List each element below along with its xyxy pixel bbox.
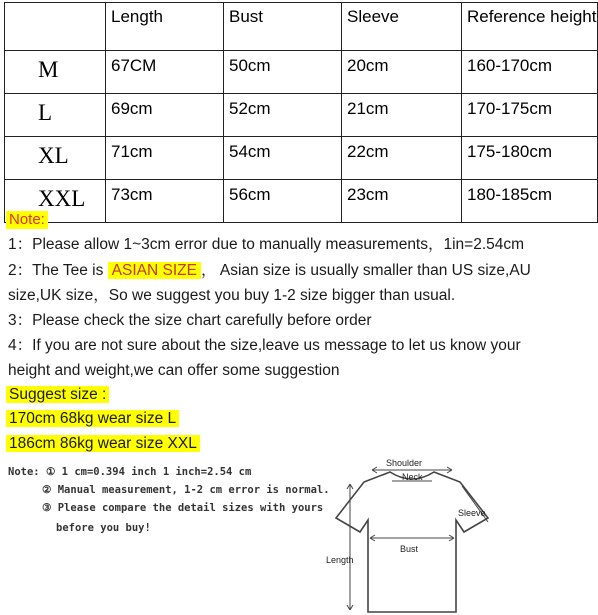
note-line-2 xyxy=(8,261,531,281)
table-row xyxy=(5,51,598,94)
size-label: XXL xyxy=(5,180,106,223)
sleeve-cell: 23cm xyxy=(342,180,462,223)
bottom-note-line-1 xyxy=(8,466,251,478)
suggest-title xyxy=(6,385,109,405)
note-line-4: 4：If you are not sure about the size,leave us message to let us know your xyxy=(8,337,521,354)
note-line-4-continued: height and weight,we can offer some suggestion xyxy=(8,362,340,379)
shoulder-label: Shoulder xyxy=(386,458,423,468)
note-line-3: 3：Please check the size chart carefully before order xyxy=(8,312,372,329)
length-cell: 69cm xyxy=(106,94,224,137)
length-label: Length xyxy=(326,555,354,565)
length-cell: 67CM xyxy=(106,51,224,94)
header-cell-empty xyxy=(5,3,106,51)
suggest-line-1-text: 170cm 68kg wear size L xyxy=(6,410,179,427)
sleeve-cell: 21cm xyxy=(342,94,462,137)
sleeve-label: Sleeve xyxy=(458,508,486,518)
note-title: Note: xyxy=(6,211,48,229)
neck-label: Neck xyxy=(402,472,423,482)
note-line-2-prefix: 2：The Tee is xyxy=(8,262,108,279)
bottom-note-item-3-continued: before you buy! xyxy=(56,522,151,534)
reference-height-cell: 175-180cm xyxy=(462,137,598,180)
note-line-1: 1：Please allow 1~3cm error due to manually measurements，1in=2.54cm xyxy=(8,236,525,253)
asian-size-highlight: ASIAN SIZE xyxy=(108,262,201,279)
header-cell-bust: Bust xyxy=(224,3,342,51)
suggest-title-text: Suggest size : xyxy=(6,386,109,403)
note-line-2-suffix: ， Asian size is usually smaller than US size,AU xyxy=(200,262,531,279)
bust-cell: 56cm xyxy=(224,180,342,223)
bust-cell: 52cm xyxy=(224,94,342,137)
bottom-note-item-1: ① 1 cm=0.394 inch 1 inch=2.54 cm xyxy=(45,466,252,478)
bust-cell: 50cm xyxy=(224,51,342,94)
reference-height-cell: 170-175cm xyxy=(462,94,598,137)
table-row xyxy=(5,180,598,223)
note-line-2-continued: size,UK size，So we suggest you buy 1-2 size bigger than usual. xyxy=(8,287,456,304)
size-chart-table xyxy=(4,2,598,223)
bust-cell: 54cm xyxy=(224,137,342,180)
length-cell: 71cm xyxy=(106,137,224,180)
suggest-line-2-text: 186cm 86kg wear size XXL xyxy=(6,435,200,452)
size-label: XL xyxy=(5,137,106,180)
tshirt-measurement-diagram xyxy=(312,452,512,612)
reference-height-cell: 160-170cm xyxy=(462,51,598,94)
bottom-note-label: Note: xyxy=(8,466,40,478)
suggest-line-1 xyxy=(6,409,179,429)
sleeve-cell: 22cm xyxy=(342,137,462,180)
table-row xyxy=(5,94,598,137)
bottom-note-item-3: ③ Please compare the detail sizes with yours xyxy=(42,502,324,514)
table-header-row xyxy=(5,3,598,51)
reference-height-cell: 180-185cm xyxy=(462,180,598,223)
size-label: L xyxy=(5,94,106,137)
size-label: M xyxy=(5,51,106,94)
header-cell-sleeve: Sleeve xyxy=(342,3,462,51)
suggest-line-2 xyxy=(6,434,200,454)
tshirt-outline xyxy=(336,472,488,612)
header-cell-length: Length xyxy=(106,3,224,51)
header-cell-reference-height: Reference height xyxy=(462,3,598,51)
sleeve-cell: 20cm xyxy=(342,51,462,94)
bust-label: Bust xyxy=(400,544,419,554)
length-cell: 73cm xyxy=(106,180,224,223)
table-row xyxy=(5,137,598,180)
bottom-note-item-2: ② Manual measurement, 1-2 cm error is normal. xyxy=(42,484,330,496)
